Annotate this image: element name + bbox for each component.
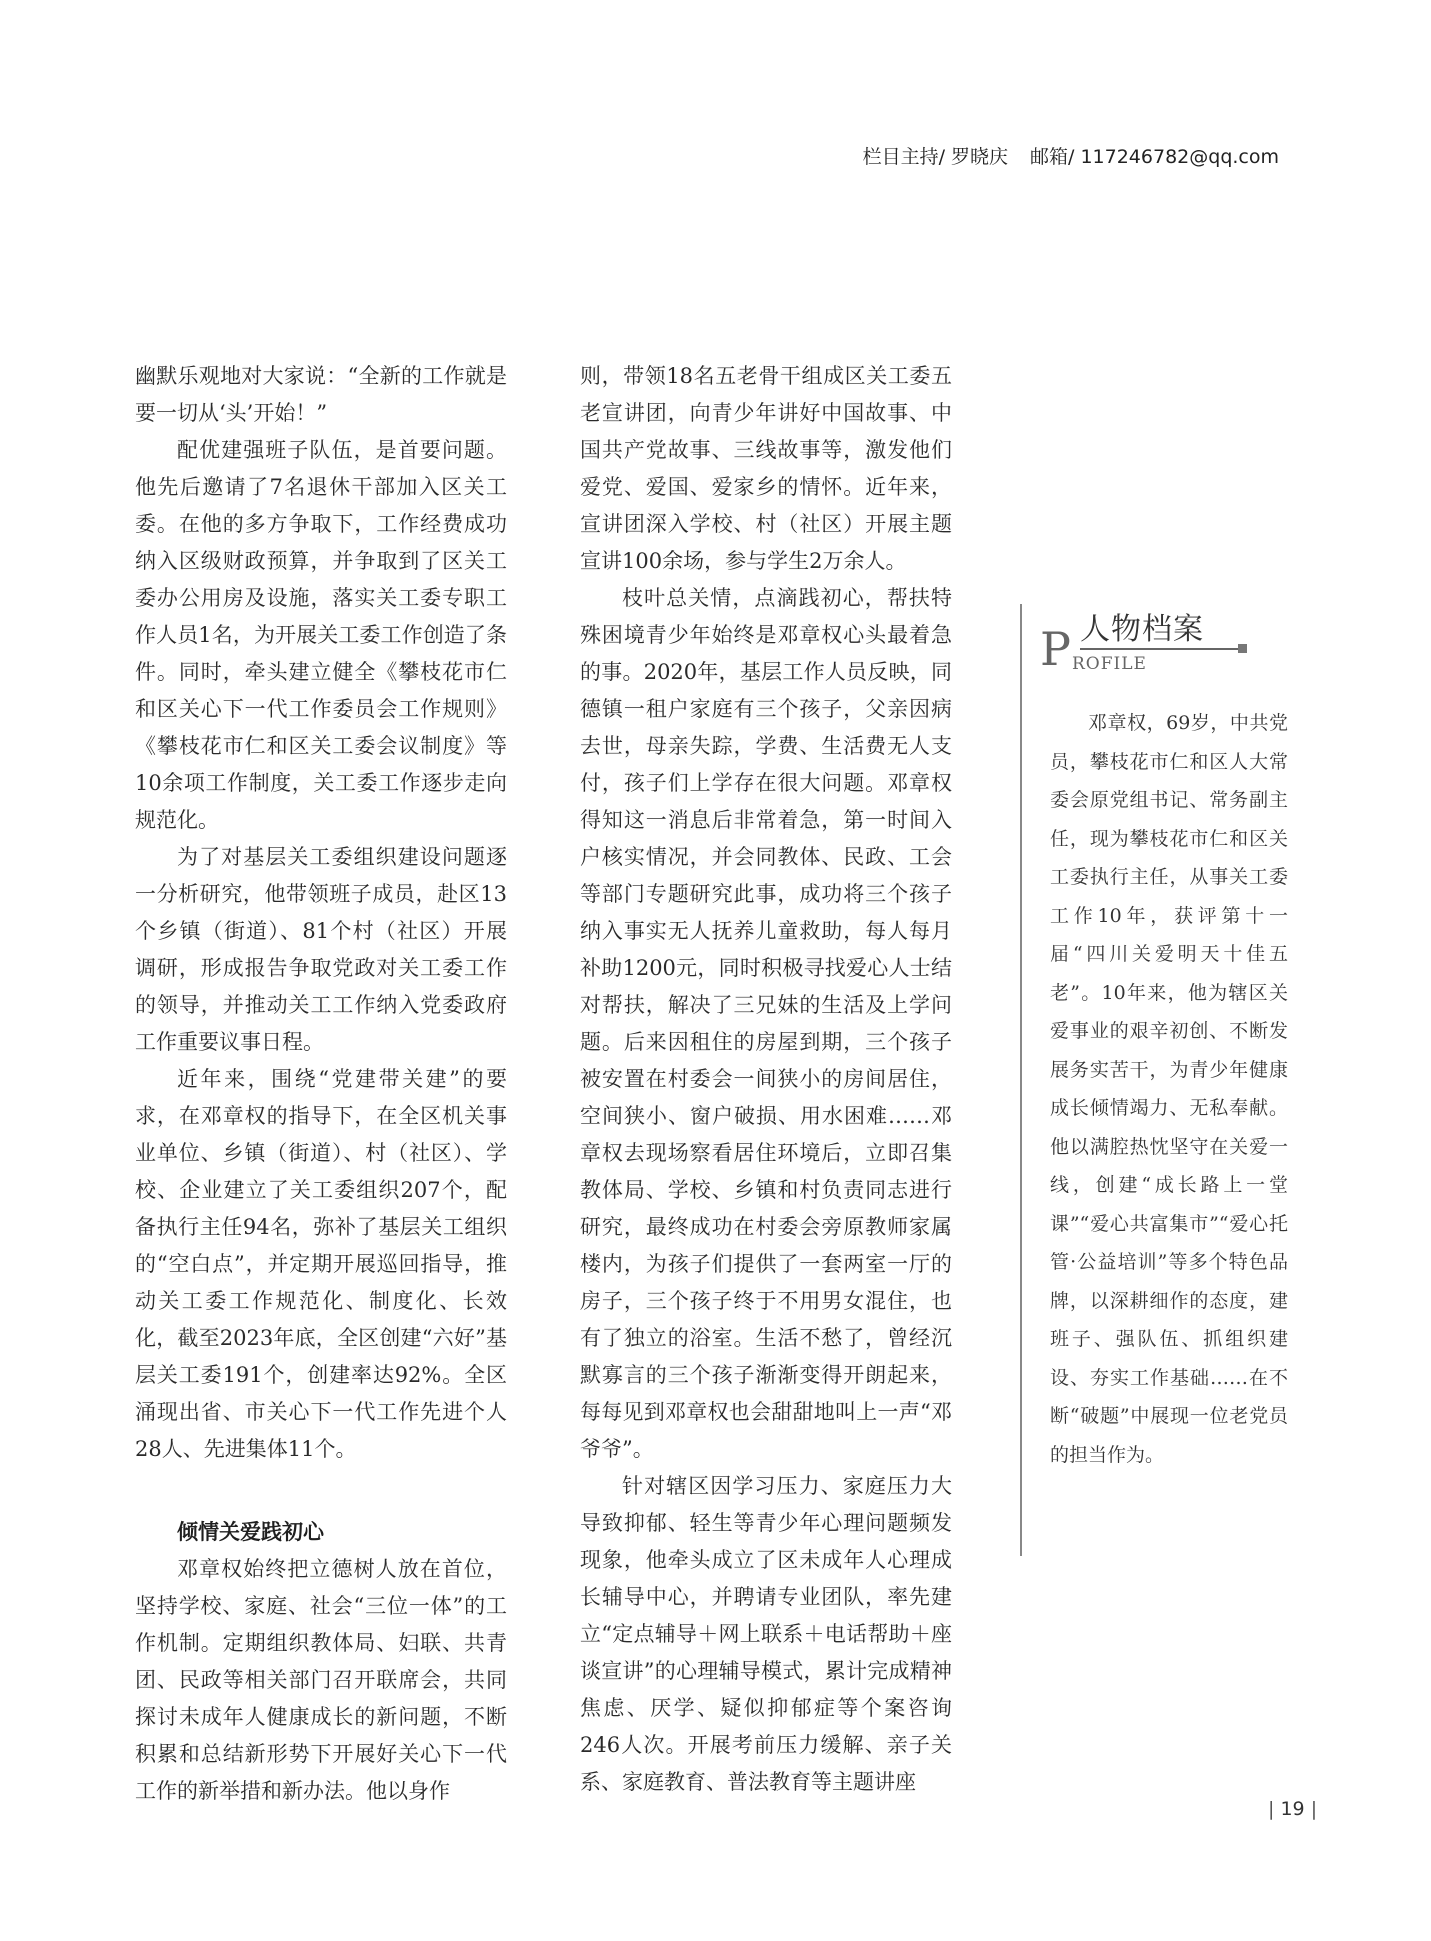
page-number-value: 19 [1280, 1798, 1305, 1820]
paragraph: 针对辖区因学习压力、家庭压力大导致抑郁、轻生等青少年心理问题频发现象，他牵头成立了区未成年人心理成长辅导中心，并聘请专业团队，率先建立“定点辅导＋网上联系＋电话帮助＋座谈宣讲”的心理辅导模式，累计完成精神焦虑、厌学、疑似抑郁症等个案咨询246人次。开展考前压力缓解、亲子关系、家庭教育、普法教育等主题讲座 [580, 1474, 952, 1794]
paragraph: 幽默乐观地对大家说：“全新的工作就是要一切从‘头’开始！” [135, 364, 507, 425]
article-column-left [135, 358, 507, 1810]
paragraph: 近年来，围绕“党建带关建”的要求，在邓章权的指导下，在全区机关事业单位、乡镇（街道）、村（社区）、学校、企业建立了关工委组织207个，配备执行主任94名，弥补了基层关工组织的“空白点”，并定期开展巡回指导，推动关工委工作规范化、制度化、长效化，截至2023年底，全区创建“六好”基层关工委191个，创建率达92%。全区涌现出省、市关心下一代工作先进个人28人、先进集体11个。 [135, 1067, 507, 1461]
column-header [863, 142, 1279, 169]
section-heading: 倾情关爱践初心 [177, 1520, 324, 1544]
paragraph: 为了对基层关工委组织建设问题逐一分析研究，他带领班子成员，赴区13个乡镇（街道）、81个村（社区）开展调研，形成报告争取党政对关工委工作的领导，并推动关工工作纳入党委政府工作重要议事日程。 [135, 845, 507, 1054]
profile-sidebar [1020, 604, 1290, 1556]
profile-en-initial: P [1040, 622, 1071, 676]
profile-title-block [1040, 604, 1290, 674]
column-host: 栏目主持/ 罗晓庆 [862, 146, 1009, 168]
page-number: | 19 | [1268, 1798, 1318, 1820]
column-email: 邮箱/ 117246782@qq.com [1030, 146, 1279, 168]
paragraph: 则，带领18名五老骨干组成区关工委五老宣讲团，向青少年讲好中国故事、中国共产党故事、三线故事等，激发他们爱党、爱国、爱家乡的情怀。近年来，宣讲团深入学校、村（社区）开展主题宣讲100余场，参与学生2万余人。 [580, 364, 952, 573]
profile-body: 邓章权，69岁，中共党员，攀枝花市仁和区人大常委会原党组书记、常务副主任，现为攀枝花市仁和区关工委执行主任，从事关工委工作10年，获评第十一届“四川关爱明天十佳五老”。10年来，他为辖区关爱事业的艰辛初创、不断发展务实苦干，为青少年健康成长倾情竭力、无私奉献。他以满腔热忱坚守在关爱一线，创建“成长路上一堂课”“爱心共富集市”“爱心托管·公益培训”等多个特色品牌，以深耕细作的态度，建班子、强队伍、抓组织建设、夯实工作基础……在不断“破题”中展现一位老党员的担当作为。 [1050, 712, 1288, 1466]
article-column-right [580, 358, 952, 1801]
paragraph: 配优建强班子队伍，是首要问题。他先后邀请了7名退休干部加入区关工委。在他的多方争取下，工作经费成功纳入区级财政预算，并争取到了区关工委办公用房及设施，落实关工委专职工作人员1名，为开展关工委工作创造了条件。同时，牵头建立健全《攀枝花市仁和区关心下一代工作委员会工作规则》《攀枝花市仁和区关工委会议制度》等10余项工作制度，关工委工作逐步走向规范化。 [135, 438, 507, 832]
profile-en-rest: ROFILE [1072, 654, 1147, 674]
paragraph: 枝叶总关情，点滴践初心，帮扶特殊困境青少年始终是邓章权心头最着急的事。2020年，基层工作人员反映，同德镇一租户家庭有三个孩子，父亲因病去世，母亲失踪，学费、生活费无人支付，孩子们上学存在很大问题。邓章权得知这一消息后非常着急，第一时间入户核实情况，并会同教体、民政、工会等部门专题研究此事，成功将三个孩子纳入事实无人抚养儿童救助，每人每月补助1200元，同时积极寻找爱心人士结对帮扶，解决了三兄妹的生活及上学问题。后来因租住的房屋到期，三个孩子被安置在村委会一间狭小的房间居住，空间狭小、窗户破损、用水困难……邓章权去现场察看居住环境后，立即召集教体局、学校、乡镇和村负责同志进行研究，最终成功在村委会旁原教师家属楼内，为孩子们提供了一套两室一厅的房子，三个孩子终于不用男女混住，也有了独立的浴室。生活不愁了，曾经沉默寡言的三个孩子渐渐变得开朗起来，每每见到邓章权也会甜甜地叫上一声“邓爷爷”。 [580, 586, 952, 1461]
profile-title: 人物档案 [1080, 612, 1204, 647]
title-square-ornament [1238, 644, 1247, 653]
paragraph: 邓章权始终把立德树人放在首位，坚持学校、家庭、社会“三位一体”的工作机制。定期组织教体局、妇联、共青团、民政等相关部门召开联席会，共同探讨未成年人健康成长的新问题，不断积累和总结新形势下开展好关心下一代工作的新举措和新办法。他以身作 [135, 1557, 507, 1803]
title-underline [1080, 648, 1238, 650]
